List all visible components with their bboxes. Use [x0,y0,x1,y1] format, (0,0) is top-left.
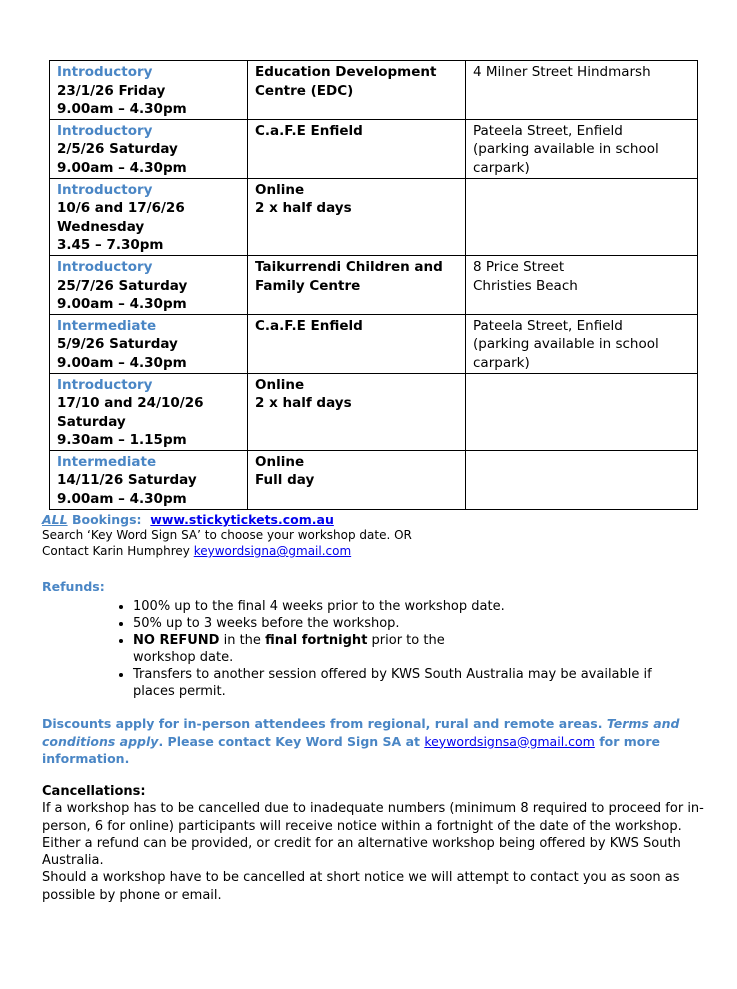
level-label: Introductory [57,376,153,393]
address-cell [466,178,698,255]
date-cell [50,314,248,373]
date-time: 2/5/26 Saturday 9.00am – 4.30pm [57,141,187,176]
discounts-section [42,715,702,768]
venue-name: C.a.F.E Enfield [255,122,363,139]
venue-name: Online Full day [255,453,315,489]
date-cell [50,255,248,314]
terms-conditions: Terms and conditions apply [42,716,680,749]
address-cell [466,255,698,314]
bookings-heading [42,512,702,527]
list-item [133,632,702,666]
bookings-section [42,512,702,559]
date-cell [50,450,248,509]
level-label: Introductory [57,122,153,139]
level-label: Introductory [57,258,153,275]
table-row [50,119,698,178]
refunds-title: Refunds: [42,579,105,594]
venue-address: 4 Milner Street Hindmarsh [473,64,651,80]
venue-cell [248,119,466,178]
list-item: • 50% up to 3 weeks before the workshop. [133,615,702,632]
venue-name: Education Development Centre (EDC) [255,64,437,99]
bookings-contact-line [42,543,702,559]
venue-name: C.a.F.E Enfield [255,317,363,334]
date-time: 17/10 and 24/10/26 Saturday 9.30am – 1.15pm [57,395,204,449]
stickytickets-link[interactable]: www.stickytickets.com.au [150,512,334,527]
discounts-text-1: Discounts apply for in-person attendees from regional, rural and remote areas. [42,716,607,731]
refunds-section [42,579,702,700]
venue-address: Pateela Street, Enfield (parking available in school carpark) [473,122,659,176]
date-time: 25/7/26 Saturday 9.00am – 4.30pm [57,277,188,313]
no-refund-text-1: in the [219,633,266,648]
level-label: Introductory [57,64,153,80]
venue-cell [248,178,466,255]
address-cell [466,373,698,450]
bookings-all: ALL [42,512,68,527]
workshop-schedule-table [49,60,698,510]
refunds-list [42,598,702,700]
bookings-label: Bookings: [67,512,142,527]
final-fortnight-label: final fortnight [265,633,368,648]
date-time: 10/6 and 17/6/26 Wednesday 3.45 – 7.30pm [57,200,185,254]
venue-cell [248,61,466,120]
discount-email-link[interactable]: keywordsignsa@gmail.com [424,733,595,749]
venue-name: Online 2 x half days [255,181,352,217]
list-item: • 100% up to the final 4 weeks prior to the workshop date. [133,598,702,615]
date-time: 5/9/26 Saturday 9.00am – 4.30pm [57,336,187,371]
venue-cell [248,373,466,450]
venue-cell [248,314,466,373]
date-time: 14/11/26 Saturday 9.00am – 4.30pm [57,472,197,508]
date-cell [50,373,248,450]
address-cell [466,450,698,509]
address-cell [466,61,698,120]
table-row [50,373,698,450]
address-cell [466,119,698,178]
venue-name: Taikurrendi Children and Family Centre [255,258,443,294]
level-label: Introductory [57,181,153,198]
venue-address: 8 Price Street Christies Beach [473,258,578,294]
venue-cell [248,255,466,314]
venue-cell [248,450,466,509]
contact-prefix: Contact Karin Humphrey [42,544,194,558]
cancellations-paragraph-2: Should a workshop have to be cancelled at short notice we will attempt to contact you as soon as possible by phone or email. [42,870,680,903]
no-refund-text-2: prior to the workshop date. [133,633,445,665]
table-row [50,450,698,509]
table-row [50,61,698,120]
discounts-text-2: . Please contact Key Word Sign SA at [158,733,425,749]
list-item: • Transfers to another session offered by KWS South Australia may be available if places permit. [133,666,702,700]
venue-address: Pateela Street, Enfield (parking available in school carpark) [473,317,659,371]
cancellations-paragraph-1: If a workshop has to be cancelled due to inadequate numbers (minimum 8 required to proceed for in-person, 6 for online) participants will receive notice within a fortnight of the date of the workshop. Either a refund can be provided, or credit for an alternative workshop being offered by KWS South Australia. [42,801,704,869]
contact-email-link[interactable]: keywordsigna@gmail.com [193,544,352,558]
date-cell [50,119,248,178]
date-cell [50,61,248,120]
level-label: Intermediate [57,317,157,334]
table-row [50,314,698,373]
address-cell [466,314,698,373]
cancellations-title: Cancellations: [42,784,146,799]
cancellations-section [42,783,704,904]
bookings-search-line: Search ‘Key Word Sign SA’ to choose your workshop date. OR [42,528,412,542]
table-row [50,255,698,314]
date-time: 23/1/26 Friday 9.00am – 4.30pm [57,82,187,118]
no-refund-label: NO REFUND [133,633,220,648]
date-cell [50,178,248,255]
discounts-text-3: for more information. [42,733,660,766]
table-row [50,178,698,255]
level-label: Intermediate [57,453,157,470]
venue-name: Online 2 x half days [255,376,352,412]
